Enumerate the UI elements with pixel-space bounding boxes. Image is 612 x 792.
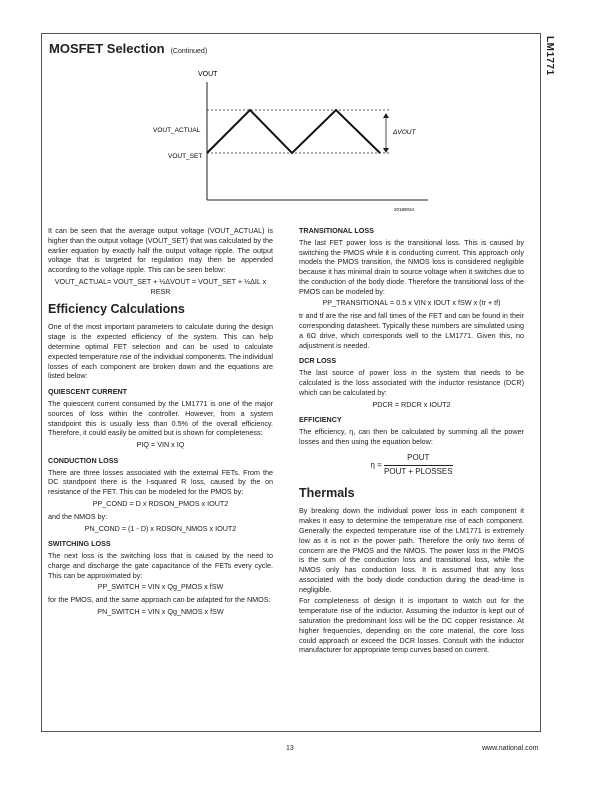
ripple-figure [150,60,440,220]
switching-loss-heading: SWITCHING LOSS [48,539,111,549]
ripple-waveform-svg [150,60,440,220]
figure-triangle-waveform [207,110,380,153]
switching-loss-paragraph: The next loss is the switching loss that is caused by the need to charge and discharge the gate capacitance of the FETs every cycle. This can be approximated by: [48,551,273,580]
intro-paragraph: It can be seen that the average output voltage (VOUT_ACTUAL) is higher than the output voltage (VOUT_SET) that was calculated by the earlier equation by exactly half the output voltage ripple. The output voltage that is targeted for regulation may then be appended according to the voltage ripple. This can be seen below: [48,226,273,275]
dcr-loss-heading: DCR LOSS [299,356,337,366]
efficiency-calculations-heading: Efficiency Calculations [48,302,185,317]
transitional-loss-paragraph-2: tr and tf are the rise and fall times of the FET and can be found in their corresponding datasheet. Typically these numbers are simulated using a 6Ω drive, which corresponds well to the LM1771. Given this, no adjustment is needed. [299,311,524,350]
conduction-loss-heading: CONDUCTION LOSS [48,455,119,465]
transitional-equation: PP_TRANSITIONAL = 0.5 x VIN x IOUT x fSW x (tr + tf) [322,298,501,308]
eta-lhs: η = [370,460,382,470]
pmos-switching-equation: PP_SWITCH = VIN x Qg_PMOS x fSW [97,582,224,592]
piq-equation: PIQ = VIN x IQ [136,440,185,450]
figure-delta-label: ΔVOUT [393,129,416,136]
figure-high-level-label: VOUT_ACTUAL [153,127,201,134]
thermals-paragraph-2: For completeness of design it is important to watch out for the temperature rise of the inductor. Assuming the inductor is kept out of saturation the predominant loss will be the DC copper resistance. At higher frequencies, depending on the core material, the core loss could approach or exceed the DCR losses. Consult with the inductor manufacturer for appropriate temp curves based on current. [299,596,524,655]
transitional-loss-heading: TRANSITIONAL LOSS [299,226,374,235]
figure-low-level-label: VOUT_SET [168,153,203,160]
vout-actual-equation: VOUT_ACTUAL= VOUT_SET + ½ΔVOUT = VOUT_SET + ½ΔIL x RESR [54,276,267,296]
website-link[interactable]: www.national.com [482,745,539,752]
right-column [299,226,524,657]
quiescent-current-heading: QUIESCENT CURRENT [48,387,128,397]
page-number: 13 [286,745,294,752]
figure-y-axis-label: VOUT [198,71,218,78]
figure-id: 20189034 [394,207,415,212]
thermals-heading: Thermals [299,486,355,501]
transitional-loss-paragraph: The last FET power loss is the transitional loss. This is caused by switching the PMOS while it is conducting current. This approach only models the PMOS transition, the NMOS loss is considered negligible because it has minimal drain to source voltage when it switches due to the conduction of the body diode. Therefore the transitional loss of the PMOS can be modeled by: [299,237,524,296]
dcr-equation: PDCR = RDCR x IOUT2 [372,399,451,409]
efficiency-heading: EFFICIENCY [299,415,342,425]
nmos-conduction-equation: PN_COND = (1 - D) x RDSON_NMOS x IOUT2 [84,523,237,533]
section-title [49,41,207,56]
pmos-conduction-equation: PP_COND = D x RDSON_PMOS x IOUT2 [92,498,229,508]
and-nmos-text: and the NMOS by: [48,511,108,521]
side-part-label: LM1771 [544,36,555,76]
section-title-suffix: (Continued) [170,48,208,55]
section-title-text: MOSFET Selection [49,41,165,56]
efficiency-paragraph: The efficiency, η, can then be calculated by summing all the power losses and then using the equation below: [299,427,524,446]
efficiency-calculations-paragraph: One of the most important parameters to calculate during the design stage is the expected efficiency of the system. This can help determine optimal FET selection and can be used to calculate expected temperature rise of the individual components. The individual losses of each component are broken down and the equations are listed below: [48,322,273,381]
eta-denominator: POUT + PLOSSES [384,466,453,476]
efficiency-equation [299,453,524,478]
nmos-switching-equation: PN_SWITCH = VIN x Qg_NMOS x fSW [97,607,224,616]
dcr-loss-paragraph: The last source of power loss in the system that needs to be calculated is the loss associated with the inductor resistance (DCR) which can be calculated by: [299,368,524,397]
left-column [48,226,273,620]
eta-fraction [384,453,453,478]
eta-numerator: POUT [384,453,453,466]
quiescent-current-paragraph: The quiescent current consumed by the LM1771 is one of the major sources of loss within the controller. However, from a system standpoint this is usually less than 0.5% of the overall efficiency. Therefore, it could easily be omitted but is shown for completeness: [48,398,273,438]
conduction-loss-paragraph: There are three losses associated with the external FETs. From the DC standpoint there is the I-squared R loss, caused by the on resistance of the FET. This can be modeled for the PMOS by: [48,467,273,497]
switching-loss-paragraph-2: for the PMOS, and the same approach can be adapted for the NMOS: [48,595,271,605]
thermals-paragraph-1: By breaking down the individual power loss in each component it makes it easy to determine the temperature rise of each component. Generally the expected temperature rise of the LM1771 is extremely low as it is not in the power path. Therefore the only two items of concern are the PMOS and the NMOS. The power loss in the PMOS is the sum of the conduction loss and transitional loss, while the NMOS only has conduction loss. It is assumed that any loss associated with the body diode conduction during the dead-time is negligible. [299,506,524,594]
figure-delta-arrow-head-up [383,113,389,118]
figure-delta-arrow-head-down [383,148,389,153]
